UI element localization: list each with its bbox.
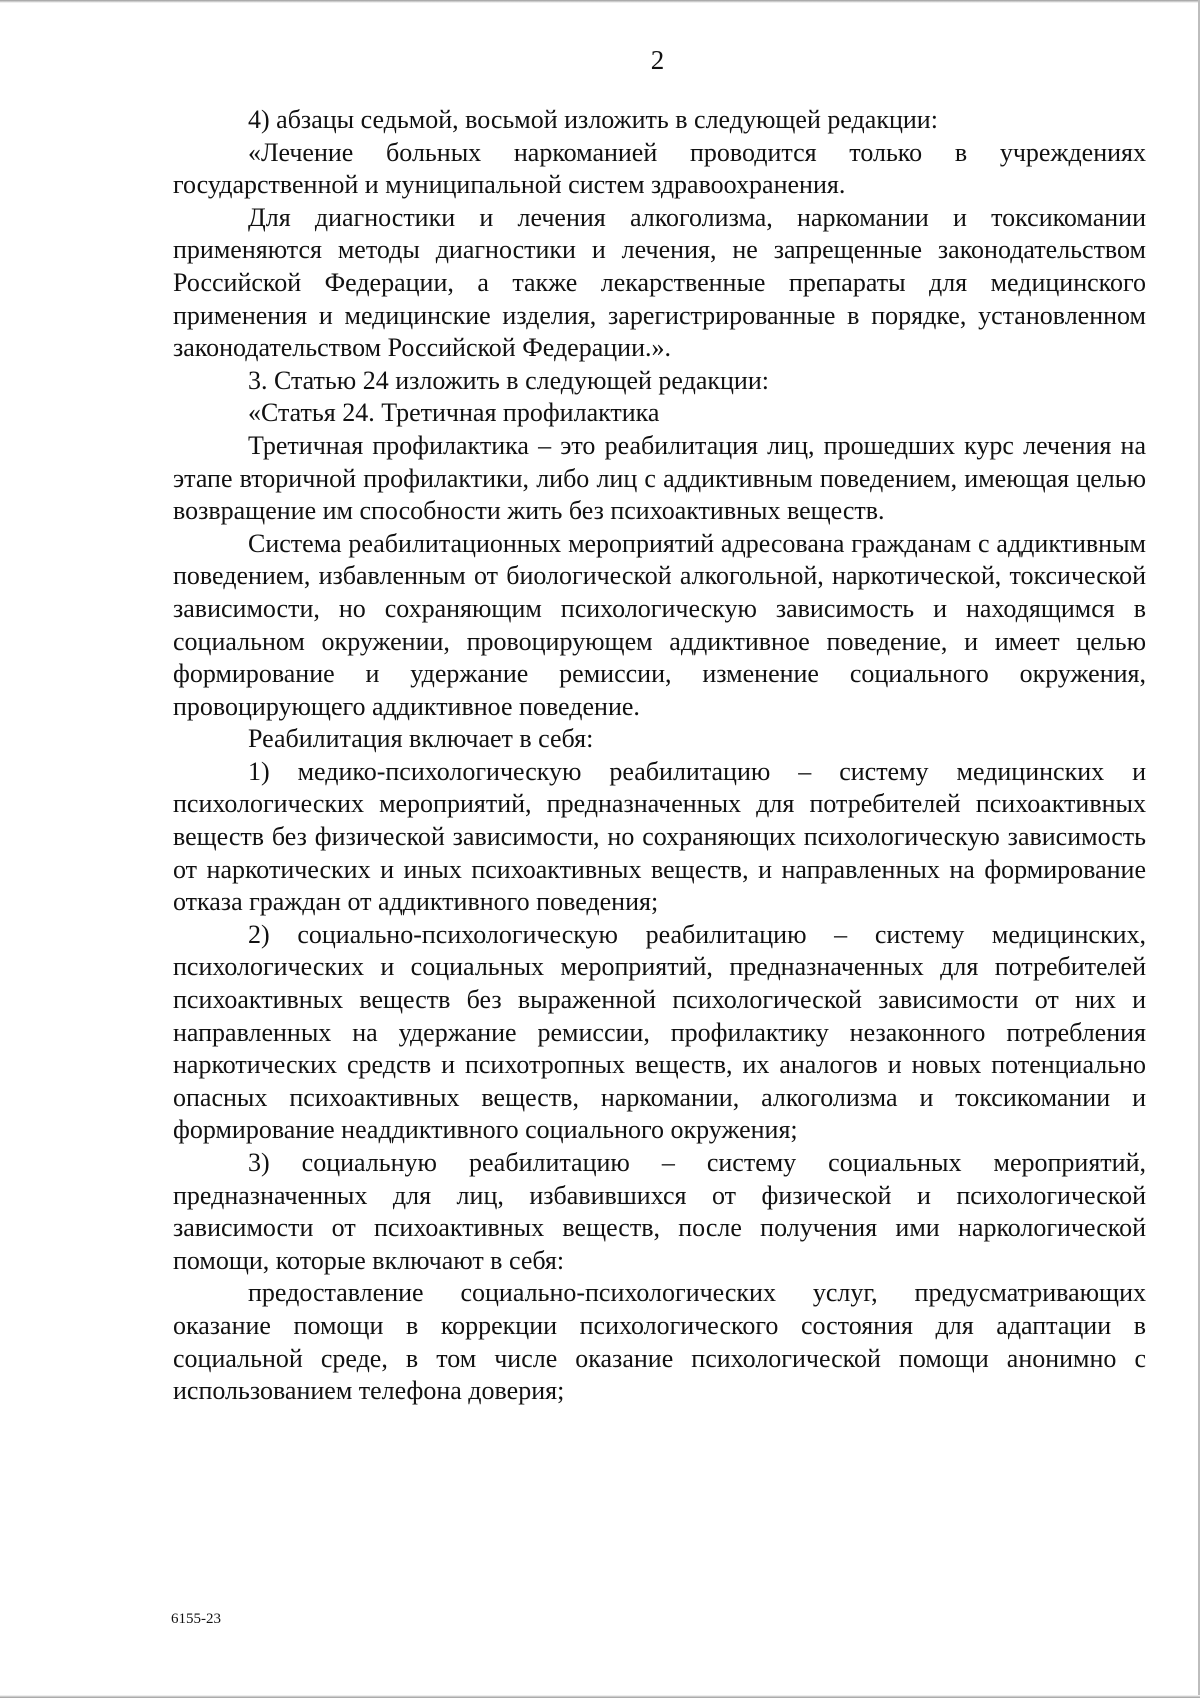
paragraph-rehabilitation-system: Система реабилитационных мероприятий адресована гражданам с аддиктивным поведением, избавленным от биологической алкогольной, наркотической, токсической зависимости, но сохраняющим психологическую зависимость и находящимся в социальном окружении, провоцирующем аддиктивное поведение, и имеет целью формирование и удержание ремиссии, изменение социального окружения, провоцирующего аддиктивное поведение. <box>173 528 1146 721</box>
paragraph-diagnostics-methods: Для диагностики и лечения алкоголизма, наркомании и токсикомании применяются методы диагностики и лечения, не запрещенные законодательством Российской Федерации, а также лекарственные препараты для медицинского применения и медицинские изделия, зарегистрированные в порядке, установленном законодательством Российской Федерации.». <box>173 202 1146 363</box>
paragraph-rehabilitation-includes: Реабилитация включает в себя: <box>248 724 594 754</box>
list-item-social-psychological: 2) социально-психологическую реабилитацию – систему медицинских, психологических и социальных мероприятий, предназначенных для потребителей психоактивных веществ без выраженной психологической зависимости от них и направленных на удержание ремиссии, профилактику незаконного потребления наркотических средств и психотропных веществ, их аналогов и новых потенциально опасных психоактивных веществ, наркомании, алкоголизма и токсикомании и формирование неаддиктивного социального окружения; <box>173 919 1146 1145</box>
document-body <box>173 104 1146 1408</box>
page-number: 2 <box>650 45 665 75</box>
scan-edge-top <box>0 0 1200 3</box>
list-item-social: 3) социальную реабилитацию – систему социальных мероприятий, предназначенных для лиц, избавившихся от физической и психологической зависимости от психоактивных веществ, после получения ими наркологической помощи, которые включают в себя: <box>173 1148 1146 1275</box>
paragraph-tertiary-prevention-definition: Третичная профилактика – это реабилитация лиц, прошедших курс лечения на этапе вторичной профилактики, либо лиц с аддиктивным поведением, имеющая целью возвращение им способности жить без психоактивных веществ. <box>173 430 1146 526</box>
footer-document-code: 6155-23 <box>171 1611 221 1627</box>
paragraph-article-24-amendment: 3. Статью 24 изложить в следующей редакции: <box>248 365 769 395</box>
paragraph-treatment-institutions: «Лечение больных наркоманией проводится только в учреждениях государственной и муниципальной систем здравоохранения. <box>173 137 1146 200</box>
list-item-medical-psychological: 1) медико-психологическую реабилитацию – систему медицинских и психологических мероприятий, предназначенных для потребителей психоактивных веществ без физической зависимости, но сохраняющих психологическую зависимость от наркотических и иных психоактивных веществ, и направленных на формирование отказа граждан от аддиктивного поведения; <box>173 756 1146 917</box>
article-24-heading: «Статья 24. Третичная профилактика <box>248 398 660 428</box>
paragraph-social-psychological-services: предоставление социально-психологических услуг, предусматривающих оказание помощи в коррекции психологического состояния для адаптации в социальной среде, в том числе оказание психологической помощи анонимно с использованием телефона доверия; <box>173 1278 1146 1406</box>
paragraph-item-4-amendment: 4) абзацы седьмой, восьмой изложить в следующей редакции: <box>248 105 938 134</box>
